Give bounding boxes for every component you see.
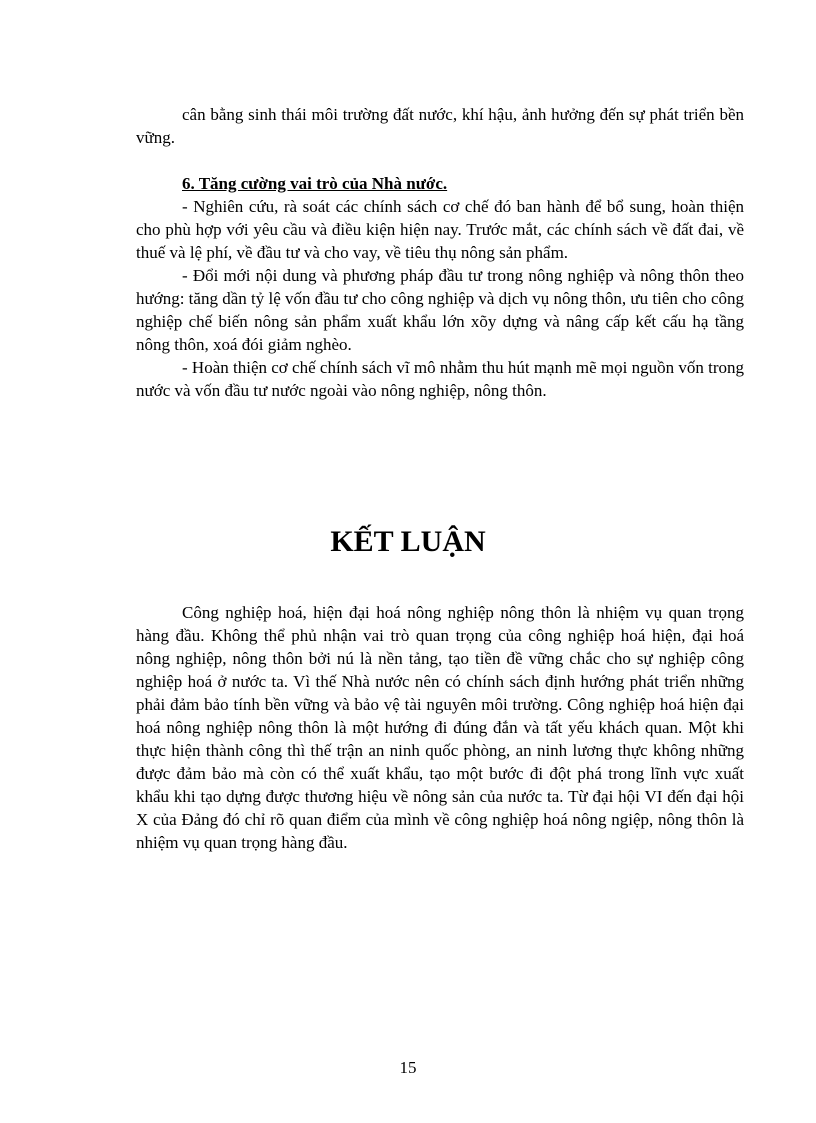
section-6-heading: 6. Tăng cường vai trò của Nhà nước. [182,174,448,193]
section-6-body [136,195,744,402]
page-number: 15 [399,1058,417,1077]
section-6-paragraph-1: - Nghiên cứu, rà soát các chính sách cơ chế đó ban hành để bổ sung, hoàn thiện cho phù hợp với yêu cầu và điều kiện hiện nay. Trước mắt, các chính sách về đất đai, về thuế và lệ phí, về đầu tư và cho vay, về tiêu thụ nông sản phẩm. [136,197,744,262]
conclusion-title: KẾT LUẬN [330,525,486,558]
section-6-paragraph-3: - Hoàn thiện cơ chế chính sách vĩ mô nhằm thu hút mạnh mẽ mọi nguồn vốn trong nước và vốn đầu tư nước ngoài vào nông nghiệp, nông thôn. [136,358,744,400]
intro-text: cân bằng sinh thái môi trường đất nước, khí hậu, ảnh hưởng đến sự phát triển bền vững. [136,105,744,147]
section-6-paragraph-2: - Đổi mới nội dung và phương pháp đầu tư trong nông nghiệp và nông thôn theo hướng: tăng dần tỷ lệ vốn đầu tư cho công nghiệp và dịch vụ nông thôn, ưu tiên cho công nghiệp chế biến nông sản phẩm xuất khẩu lớn xõy dựng và nâng cấp kết cấu hạ tầng nông thôn, xoá đói giảm nghèo. [136,266,744,354]
conclusion-paragraph: Công nghiệp hoá, hiện đại hoá nông nghiệp nông thôn là nhiệm vụ quan trọng hàng đầu. Không thể phủ nhận vai trò quan trọng của công nghiệp hoá hiện, đại hoá nông nghiệp, nông thôn bởi nú là nền tảng, tạo tiền đề vững chắc cho sự nghiệp công nghiệp hoá ở nước ta. Vì thế Nhà nước nên có chính sách định hướng phát triển những phải đảm bảo tính bền vững và bảo vệ tài nguyên môi trường. Công nghiệp hoá hiện đại hoá nông nghiệp nông thôn là một hướng đi đúng đắn và tất yếu khách quan. Một khi thực hiện thành công thì thế trận an ninh quốc phòng, an ninh lương thực không những được đảm bảo mà còn có thể xuất khẩu, tạo một bước đi đột phá trong lĩnh vực xuất khẩu khi tạo dựng được thương hiệu về nông sản của nước ta. Từ đại hội VI đến đại hội X của Đảng đó chỉ rõ quan điểm của mình về công nghiệp hoá nông ngiệp, nông thôn là nhiệm vụ quan trọng hàng đầu. [136,603,744,852]
conclusion-body [136,601,744,854]
intro-paragraph [136,103,744,149]
